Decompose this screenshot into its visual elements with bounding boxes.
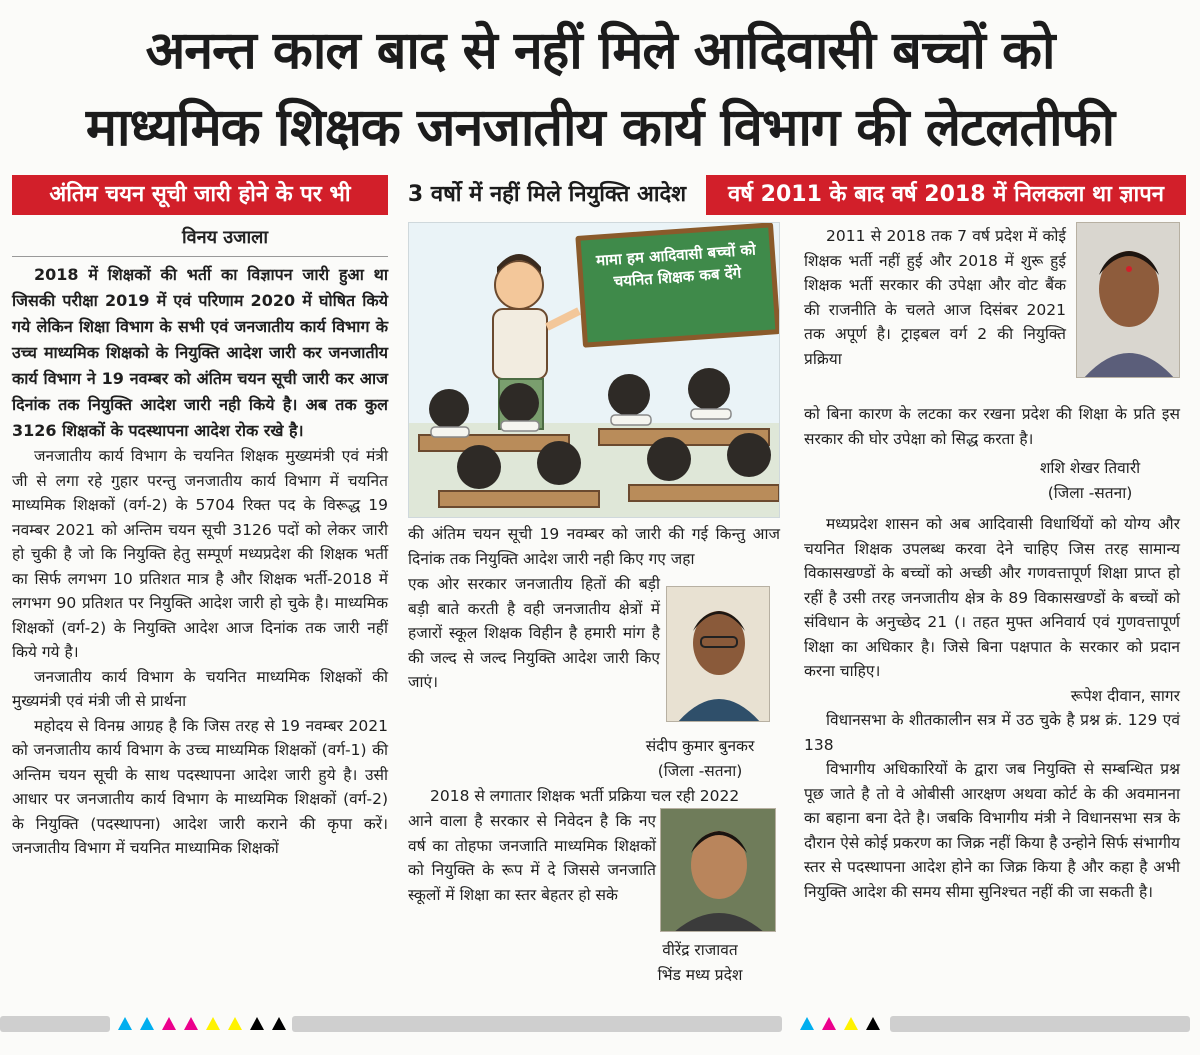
register-mark-magenta — [822, 1017, 836, 1030]
col3-paragraph-1a: 2011 से 2018 तक 7 वर्ष प्रदेश में कोई शिक्षक भर्ती नहीं हुई और 2018 में शुरू हुई शिक्षक भर्ती सरकार की उपेक्षा और वोट बैंक की राजनीति के चलते आज दिसंबर 2021 तक अपूर्ण है। ट्राइबल वर्ग 2 की नियुक्ति प्रक्रिया — [804, 227, 1066, 368]
col3-paragraph-4: विभागीय अधिकारियों के द्वारा जब नियुक्ति से सम्बन्धित प्रश्न पूछ जाते है तो वे ओबीसी आरक्षण अथवा कोर्ट के की अवमानना का बहाना बना देते है। जबकि विभागीय मंत्री ने विधानसभा सत्र के दौरान ऐसे कोई प्रकरण का जिक्र नहीं किया है उन्होने सिर्फ संभागीय स्तर से पदस्थापना आदेश होने का जिक्र किया है और कहा है अभी नियुक्ति आदेश की समय सीमा सुनिश्चत नहीं की जा सकती है। — [804, 760, 1180, 901]
headline-line-1: अनन्त काल बाद से नहीं मिले आदिवासी बच्चों को — [145, 21, 1055, 81]
portrait-virendra — [661, 809, 776, 932]
footer-bar-3 — [890, 1016, 1190, 1032]
register-mark-yellow — [206, 1017, 220, 1030]
signature-virendra-place: भिंड मध्य प्रदेश — [657, 965, 743, 984]
classroom-cartoon — [408, 222, 780, 518]
signature-sandeep-place: (जिला -सतना) — [657, 761, 743, 780]
col3-paragraph-2: मध्यप्रदेश शासन को अब आदिवासी विधार्थियों को योग्य और चयनित शिक्षक उपलब्ध करवा देने चाहिए जिस तरह सामान्य विकासखण्डों के बच्चों को अच्छी और गणवत्तापूर्ण शिक्षा प्राप्त हो रहीं है उसी तरह जनजातीय क्षेत्र के 89 विकासखण्डों के बच्चों को संविधान के अनुच्छेद 21 (। तहत मुफ्त अनिवार्य एवं गुणवत्तापूर्ण शिक्षा का अधिकार है। जिसे बिना पक्षपात के सरकार को प्रदान करना चाहिए। — [804, 515, 1180, 680]
signature-rupesh: रूपेश दीवान, सागर — [1070, 686, 1180, 705]
strap-right: वर्ष 2011 के बाद वर्ष 2018 में निलकला था ज्ञापन — [706, 175, 1186, 215]
register-mark-cyan — [140, 1017, 154, 1030]
column-2-mid — [408, 784, 780, 809]
signature-virendra — [620, 938, 780, 987]
col1-paragraph-2: जनजातीय कार्य विभाग के चयनित माध्यमिक शिक्षकों की मुख्यमंत्री एवं मंत्री जी से प्रार्थना — [12, 667, 388, 710]
column-2-top — [408, 522, 780, 571]
photo-shashi — [1076, 222, 1180, 378]
register-mark-black — [272, 1017, 286, 1030]
signature-shashi-name: शशि शेखर तिवारी — [1039, 459, 1141, 477]
col2-paragraph-1b: एक ओर सरकार जनजातीय हितों की बड़ी बड़ी बाते करती है वही जनजातीय क्षेत्रों में हजारों स्कूल शिक्षक विहीन है हमारी मांग है की जल्द से जल्द नियुक्ति आदेश जारी किए जाएं। — [408, 575, 660, 691]
register-mark-black — [250, 1017, 264, 1030]
photo-sandeep — [666, 586, 770, 722]
register-mark-cyan — [800, 1017, 814, 1030]
register-mark-magenta — [184, 1017, 198, 1030]
portrait-shashi — [1077, 223, 1180, 378]
col1-paragraph-1: जनजातीय कार्य विभाग के चयनित शिक्षक मुख्यमंत्री एवं मंत्री जी से लगा रहे गुहार परन्तु जनजातीय कार्य विभाग में चयनित माध्यमिक शिक्षकों (वर्ग-2) के 5704 रिक्त पद के विरूद्ध 19 नवम्बर 2021 को अन्तिम चयन सूची 3126 पदों को लेकर जारी हो चुकी है जो कि नियुक्ति हेतु सम्पूर्ण मध्यप्रदेश की शिक्षक भर्ती का सिर्फ लगभग 10 प्रतिशत मात्र है और शिक्षक भर्ती-2018 में लगभग 90 प्रतिशत पर नियुक्ति आदेश जारी हो चुके है। माध्यमिक शिक्षकों (वर्ग-2) के नियुक्ति आदेश आज दिनांक तक जारी नहीं किये गये है। — [12, 447, 388, 661]
register-mark-cyan — [118, 1017, 132, 1030]
column-1 — [12, 262, 388, 861]
byline: विनय उजाला — [181, 227, 269, 248]
signature-virendra-name: वीरेंद्र राजावत — [662, 941, 738, 959]
portrait-sandeep — [667, 587, 770, 722]
col1-paragraph-3: महोदय से विनम्र आग्रह है कि जिस तरह से 19 नवम्बर 2021 को जनजातीय कार्य विभाग के उच्च माध्यमिक शिक्षकों (वर्ग-1) की अन्तिम चयन सूची के साथ पदस्थापना आदेश जारी हुये है। उसी आधार पर जनजातीय कार्य विभाग के माध्यमिक शिक्षकों (वर्ग-2) के नियुक्ति (पदस्थापना) आदेश जारी कराने की कृपा करें। जनजातीय विभाग में चयनित माध्यामिक शिक्षकों — [12, 716, 388, 857]
register-mark-yellow — [844, 1017, 858, 1030]
lead-paragraph: 2018 में शिक्षकों की भर्ती का विज्ञापन जारी हुआ था जिसकी परीक्षा 2019 में एवं परिणाम 2020 में घोषित किये गये लेकिन शिक्षा विभाग के सभी एवं जनजातीय कार्य विभाग के उच्च माध्यमिक शिक्षको के नियुक्ति आदेश जारी कर जनजातीय कार्य विभाग ने 19 नवम्बर को अंतिम चयन सूची जारी कर आज दिनांक तक नियुक्ति आदेश जारी नही किये है। अब तक कुल 3126 शिक्षकों के पदस्थापना आदेश रोक रखे है। — [12, 265, 388, 440]
column-2-wrap-2 — [408, 809, 656, 907]
signature-sandeep-name: संदीप कुमार बुनकर — [645, 737, 755, 755]
col2-paragraph-2b: आने वाला है सरकार से निवेदन है कि नए वर्ष का तोहफा जनजाति माध्यमिक शिक्षकों को नियुक्ति के रूप में दे जिससे जनजाति स्कूलों में शिक्षा का स्तर बेहतर हो सके — [408, 812, 656, 904]
register-mark-magenta — [162, 1017, 176, 1030]
footer-bar-2 — [292, 1016, 782, 1032]
col2-paragraph-1: की अंतिम चयन सूची 19 नवम्बर को जारी की गई किन्तु आज दिनांक तक नियुक्ति आदेश जारी नही किए गए जहा — [408, 525, 780, 568]
headline — [0, 0, 1200, 175]
column-2-wrap-1 — [408, 572, 660, 695]
signature-shashi-place: (जिला -सतना) — [1047, 483, 1133, 502]
signature-shashi — [1000, 456, 1180, 505]
column-3-full — [804, 402, 1180, 451]
col3-paragraph-3: विधानसभा के शीतकालीन सत्र में उठ चुके है प्रश्न क्रं. 129 एवं 138 — [804, 711, 1180, 754]
register-mark-black — [866, 1017, 880, 1030]
signature-sandeep — [620, 734, 780, 783]
footer-bar-1 — [0, 1016, 110, 1032]
photo-virendra — [660, 808, 776, 932]
col2-paragraph-2: 2018 से लगातार शिक्षक भर्ती प्रक्रिया चल रही 2022 — [430, 787, 740, 805]
register-mark-yellow — [228, 1017, 242, 1030]
column-3-lower — [804, 512, 1180, 904]
strap-left: अंतिम चयन सूची जारी होने के पर भी — [12, 175, 388, 215]
col3-paragraph-1b: को बिना कारण के लटका कर रखना प्रदेश की शिक्षा के प्रति इस सरकार की घोर उपेक्षा को सिद्ध करता है। — [804, 405, 1180, 448]
byline-rule — [12, 256, 388, 257]
strap-middle: 3 वर्षो में नहीं मिले नियुक्ति आदेश — [388, 175, 706, 215]
column-3-wrap — [804, 224, 1066, 371]
chalkboard-text: मामा हम आदिवासी बच्चों को चयनित शिक्षक कब देंगे — [595, 240, 757, 291]
headline-line-2: माध्यमिक शिक्षक जनजातीय कार्य विभाग की लेटलतीफी — [85, 98, 1115, 158]
chalkboard — [575, 222, 780, 348]
